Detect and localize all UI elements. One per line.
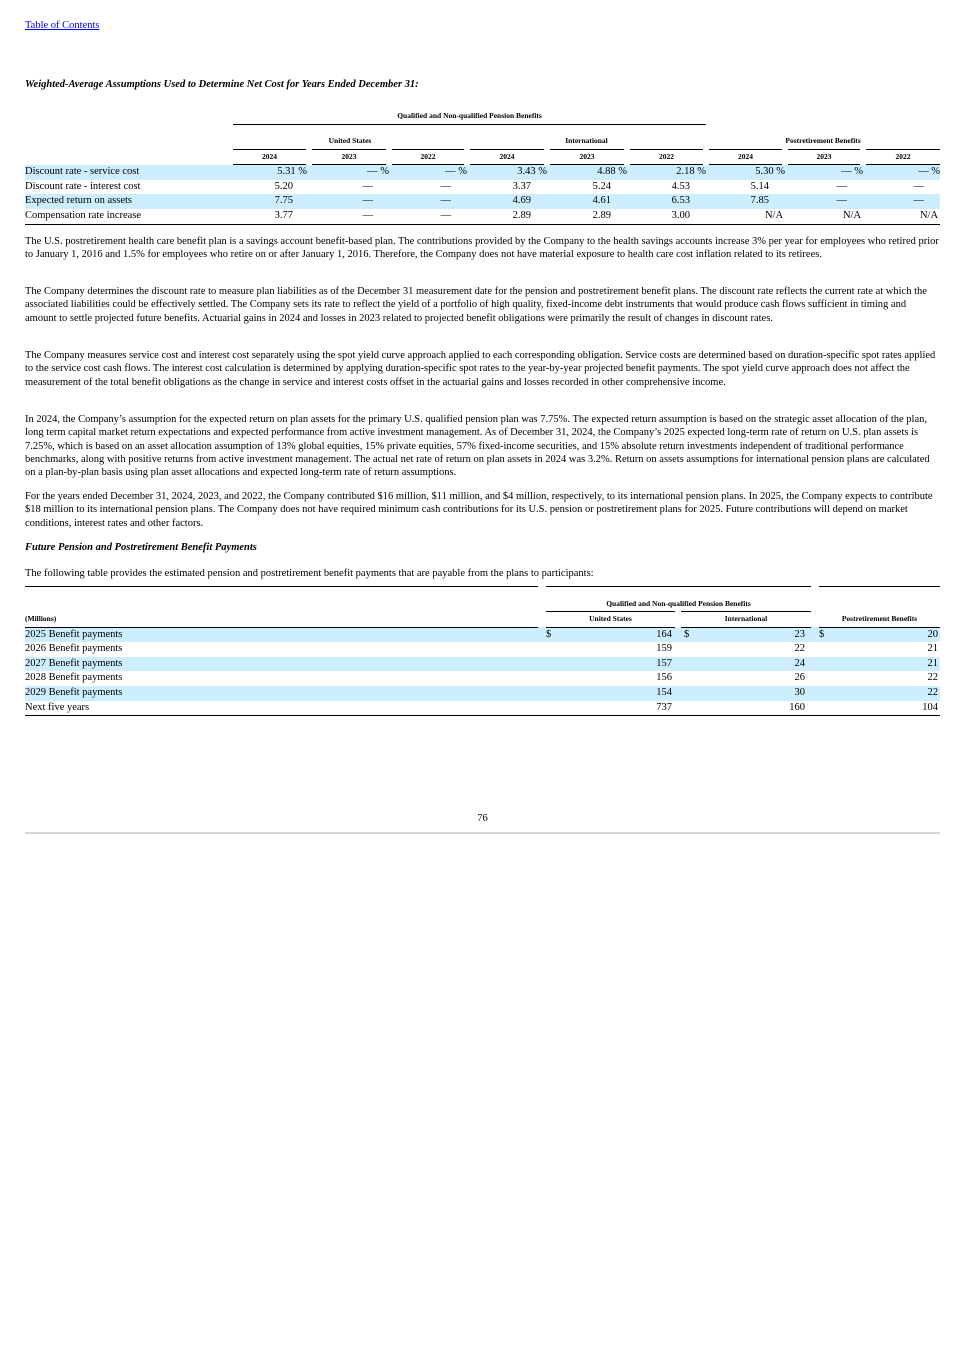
pension-group-header: Qualified and Non-qualified Pension Benefits [233, 109, 706, 124]
cell: 3.00 [671, 210, 691, 222]
table-row [25, 180, 940, 195]
subgroup-postretirement: Postretirement Benefits [785, 136, 861, 146]
cell: 6.53 [627, 194, 706, 209]
table-row [25, 627, 940, 642]
cell: 26 [794, 672, 805, 684]
cell: — [836, 180, 848, 192]
row-label: 2026 Benefit payments [25, 643, 123, 655]
cell: 2.89 [512, 210, 531, 222]
cell: N/A [764, 210, 784, 222]
cell: 22 [794, 643, 805, 655]
row-label: 2025 Benefit payments [25, 627, 538, 642]
paragraph: For the years ended December 31, 2024, 2023, and 2022, the Company contributed $16 million, $11 million, and $4 million, respectively, to its international pension plans. In 2025, the Company expects to contribute $18 million to its international pension plans. The Company does not have required minimum cash contributions for its U.S. pension or postretirement plans for 2025. Future contributions will depend on market conditions, interest rates and other factors. [25, 491, 933, 529]
cell: 156 [656, 672, 672, 684]
cell: 5.14 [750, 180, 770, 192]
cell: — [785, 194, 863, 209]
row-label: Next five years [25, 701, 90, 713]
cell: 2.89 [592, 210, 611, 222]
cell: N/A [842, 210, 862, 222]
column-postretirement: Postretirement Benefits [819, 612, 940, 628]
cell: — % [389, 165, 467, 180]
year-header: 2023 [309, 149, 389, 165]
cell: 104 [922, 701, 938, 713]
cell: 5.30 % [706, 165, 785, 180]
table-row [25, 209, 940, 224]
cell: 160 [789, 701, 805, 713]
cell: — % [863, 165, 940, 180]
table-row [25, 701, 940, 716]
cell: — [913, 180, 925, 192]
cell: 157 [558, 657, 678, 672]
paragraph: The Company measures service cost and interest cost separately using the spot yield curve approach applied to each corresponding obligation. Service costs are determined based on duration-specific spot rates applied to the service cost cash flows. The interest cost calculation is determined by applying duration-specific spot rates to the year-by-year projected benefit payments. The spot yield curve approach does not affect the measurement of the total benefit obligations as the change in service and interest costs offset in the actuarial gains and losses recorded in other comprehensive income. [25, 350, 936, 388]
footer-divider [25, 832, 940, 834]
row-label: Discount rate - service cost [25, 165, 233, 180]
row-label: 2028 Benefit payments [25, 672, 123, 684]
table-row [25, 194, 940, 209]
cell: — [362, 210, 373, 222]
currency-symbol: $ [546, 627, 558, 642]
row-label: 2029 Benefit payments [25, 686, 538, 701]
currency-symbol: $ [819, 627, 831, 642]
table-row [25, 686, 940, 701]
section-heading-benefit-payments: Future Pension and Postretirement Benefit Payments [25, 542, 257, 553]
cell: 3.37 [512, 180, 531, 192]
cell: 4.88 % [547, 165, 627, 180]
subgroup-united-states: United States [328, 136, 372, 146]
year-header: 2024 [706, 149, 785, 165]
year-header: 2024 [233, 149, 309, 165]
cell: 3.77 [274, 210, 293, 222]
year-header: 2022 [389, 149, 467, 165]
page-number: 76 [477, 813, 488, 824]
cell: 164 [558, 627, 678, 642]
cell: 4.61 [547, 194, 627, 209]
cell: — [440, 210, 451, 222]
cell: 30 [690, 686, 811, 701]
cell: 7.85 [706, 194, 785, 209]
unit-label: (Millions) [25, 612, 538, 628]
cell: 3.43 % [467, 165, 547, 180]
cell: 4.53 [671, 180, 691, 192]
cell: — % [785, 165, 863, 180]
year-header: 2023 [547, 149, 627, 165]
cell: 23 [690, 627, 811, 642]
pension-group-header: Qualified and Non-qualified Pension Benefits [546, 597, 811, 612]
cell: 21 [927, 643, 938, 655]
cell: 4.69 [467, 194, 547, 209]
table-of-contents-link[interactable]: Table of Contents [25, 20, 100, 31]
table-row [25, 642, 940, 657]
cell: 2.18 % [627, 165, 706, 180]
cell: 5.20 [274, 180, 293, 192]
cell: 5.24 [592, 180, 611, 192]
currency-symbol: $ [678, 627, 690, 642]
benefit-payments-table [25, 586, 940, 716]
cell: — [863, 194, 940, 209]
year-header: 2024 [467, 149, 547, 165]
assumptions-table [25, 109, 940, 225]
row-label: Compensation rate increase [25, 210, 142, 222]
cell: 22 [927, 672, 938, 684]
row-label: Expected return on assets [25, 194, 233, 209]
cell: 5.31 % [233, 165, 309, 180]
cell: 21 [831, 657, 940, 672]
table-row [25, 671, 940, 686]
section-heading-assumptions: Weighted-Average Assumptions Used to Determine Net Cost for Years Ended December 31: [25, 79, 419, 90]
table-row [25, 657, 940, 672]
paragraph: The Company determines the discount rate to measure plan liabilities as of the December 31 measurement date for the pension and postretirement benefit plans. The discount rate reflects the current rate at which the associated liabilities could be effectively settled. The Company sets its rate to reflect the yield of a portfolio of high quality, fixed-income debt instruments that would produce cash flows sufficient in timing and amount to settle projected future benefits. Actuarial gains in 2024 and losses in 2023 related to projected benefit obligations were primarily the result of changes in discount rates. [25, 286, 927, 324]
cell: — [362, 180, 373, 192]
year-header: 2022 [863, 149, 940, 165]
cell: N/A [919, 210, 939, 222]
cell: 154 [558, 686, 678, 701]
cell: 159 [656, 643, 672, 655]
paragraph: In 2024, the Company’s assumption for the expected return on plan assets for the primary U.S. qualified pension plan was 7.75%. The expected return assumption is based on the strategic asset allocation of the plan, long term capital market return expectations and expected performance from active investment management. As of December 31, 2024, the Company’s 2025 expected long-term rate of return on U.S. plan assets is 7.25%, which is based on an asset allocation assumption of 13% global equities, 15% private equities, 57% fixed-income securities, and 15% absolute return investments independent of traditional performance benchmarks, along with positive returns from active investment management. The actual net rate of return on plan assets in 2024 was 3.2%. Return on assets assumptions for international pension plans are calculated on a plan-by-plan basis using plan asset allocations and expected long-term rate of return assumptions. [25, 414, 930, 479]
cell: 20 [831, 627, 940, 642]
cell: 22 [831, 686, 940, 701]
cell: — [389, 194, 467, 209]
table-row [25, 165, 940, 180]
cell: 24 [690, 657, 811, 672]
year-header: 2022 [627, 149, 706, 165]
cell: — [309, 194, 389, 209]
cell: 737 [656, 701, 672, 713]
cell: 7.75 [233, 194, 309, 209]
column-international: International [678, 612, 811, 628]
paragraph: The following table provides the estimated pension and postretirement benefit payments that are payable from the plans to participants: [25, 568, 594, 579]
paragraph: The U.S. postretirement health care benefit plan is a savings account benefit-based plan. The contributions provided by the Company to the health savings accounts increase 3% per year for employees who retired prior to January 1, 2016 and 1.5% for employees who retire on or after January 1, 2016. Therefore, the Company does not have material exposure to health care cost inflation related to its retirees. [25, 236, 939, 261]
row-label: 2027 Benefit payments [25, 657, 538, 672]
cell: — [440, 180, 451, 192]
subgroup-international: International [565, 136, 608, 146]
cell: — % [309, 165, 389, 180]
column-united-states: United States [546, 612, 678, 628]
year-header: 2023 [785, 149, 863, 165]
row-label: Discount rate - interest cost [25, 180, 141, 192]
